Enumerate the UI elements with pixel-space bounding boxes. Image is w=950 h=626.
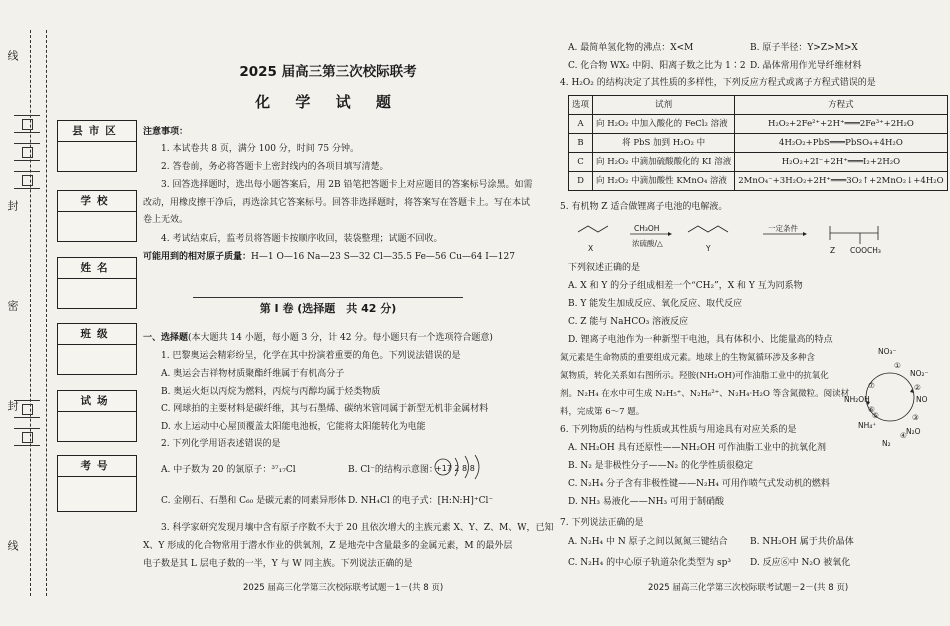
field-county[interactable]: 县市区: [57, 120, 137, 172]
q2-option-d: D. NH₄Cl 的电子式：[H:N:H]⁺Cl⁻: [348, 496, 494, 506]
q2-option-a: A. 中子数为 20 的氯原子：³⁷₁₇Cl: [161, 465, 296, 475]
section-title: 第 Ⅰ 卷 (选择题 共 42 分): [259, 302, 397, 315]
table-row: B 将 PbS 加到 H₂O₂ 中 4H₂O₂+PbS═══PbSO₄+4H₂O: [569, 134, 948, 153]
table-header-row: 选项 试剂 方程式: [569, 96, 948, 115]
seal-word-5: 线: [6, 540, 19, 551]
q2-option-b: B. Cl⁻的结构示意图：: [348, 465, 438, 475]
table-row: A 向 H₂O₂ 中加入酸化的 FeCl₂ 溶液 H₂O₂+2Fe²⁺+2H⁺═══2Fe³⁺+2H₂O: [569, 115, 948, 134]
q3-option-d: D. 晶体常用作光导纤维材料: [750, 61, 862, 71]
binding-strip: [0, 0, 140, 626]
field-exam-number[interactable]: 考号: [57, 455, 137, 512]
passage-line-4: 料，完成第 6～7 题。: [560, 407, 645, 417]
q5-option-b: B. Y 能发生加成反应、氧化反应、取代反应: [568, 299, 743, 309]
passage-line-1: 氮元素是生命物质的重要组成元素。地球上的生物氮循环涉及多种含: [560, 353, 816, 363]
seal-line-right: [46, 30, 47, 596]
atomic-masses: 可能用到的相对原子质量：H—1 O—16 Na—23 S—32 Cl—35.5 Fe—56 Cu—64 I—127: [143, 252, 515, 262]
seal-word-3: 密: [6, 300, 19, 311]
seal-word-2: 封: [6, 200, 19, 211]
exam-subject: 化 学 试 题: [255, 93, 401, 111]
cl-ion-structure: +17 2 8 8: [435, 456, 475, 469]
passage-line-2: 氮物质，转化关系如右图所示。羟胺(NH₂OH)可作油脂工业中的抗氧化: [560, 371, 829, 381]
page-2-footer: 2025 届高三化学第三次校际联考试题－2－(共 8 页): [648, 583, 849, 593]
table-row: D 向 H₂O₂ 中滴加酸性 KMnO₄ 溶液 2MnO₄⁻+3H₂O₂+2H⁺═══3O₂↑+2MnO₂↓+4H₂O: [569, 172, 948, 191]
question-5: 5. 有机物 Z 适合做锂离子电池的电解液。: [560, 202, 728, 212]
q6-option-d: D. NH₃ 易液化——NH₃ 可用于制硝酸: [568, 497, 725, 507]
q2-option-c: C. 金刚石、石墨和 C₆₀ 是碳元素的同素异形体: [161, 496, 347, 506]
question-4: 4. H₂O₂ 的结构决定了其性质的多样性，下列反应方程式或离子方程式错误的是: [560, 78, 876, 88]
notice-1: 1. 本试卷共 8 页，满分 100 分，时间 75 分钟。: [161, 144, 359, 154]
question-3-line3: 电子数是其 L 层电子数的一半，Y 与 W 同主族。下列说法正确的是: [143, 559, 413, 569]
notice-3a: 3. 回答选择题时，选出每小题答案后，用 2B 铅笔把答题卡上对应题目的答案标号涂黑。如需: [161, 180, 533, 190]
seal-word-4: 封: [6, 400, 19, 411]
q7-option-a: A. N₂H₄ 中 N 原子之间以氮氮三键结合: [568, 537, 728, 547]
page-1: [143, 0, 554, 626]
alignment-marks-bottom: [14, 400, 40, 456]
notice-3c: 卷上无效。: [143, 215, 189, 225]
q6-option-b: B. N₂ 是非极性分子——N₂ 的化学性质很稳定: [568, 461, 754, 471]
q1-option-a: A. 奥运会吉祥物材质聚酯纤维属于有机高分子: [161, 369, 345, 379]
part1-heading: 一、选择题(本大题共 14 小题，每小题 3 分，计 42 分。每小题只有一个选项符合题意): [143, 333, 493, 343]
passage-line-3: 剂。N₂H₄ 在水中可生成 N₂H₅⁺、N₂H₆²⁺、N₂H₄·H₂O 等含氮微粒。阅读材: [560, 389, 850, 399]
field-class[interactable]: 班级: [57, 323, 137, 375]
alignment-marks-top: [14, 115, 40, 199]
q5-option-d: D. 锂离子电池作为一种新型干电池，具有体积小、比能量高的特点: [568, 335, 833, 345]
question-2: 2. 下列化学用语表述错误的是: [161, 439, 281, 449]
table-row: C 向 H₂O₂ 中滴加硫酸酸化的 KI 溶液 H₂O₂+2I⁻+2H⁺═══I₂+2H₂O: [569, 153, 948, 172]
q7-option-b: B. NH₂OH 属于共价晶体: [750, 537, 854, 547]
notice-3b: 改动，用橡皮擦干净后，再选涂其它答案标号。回答非选择题时，将答案写在答题卡上。写在本试: [143, 198, 531, 208]
exam-title: 2025 届高三第三次校际联考: [239, 64, 417, 80]
q3-option-c: C. 化合物 WX₂ 中阴、阳离子数之比为 1∶2: [568, 61, 746, 71]
question-3-line2: X、Y 形成的化合物常用于潜水作业的供氧剂，Z 是地壳中含量最多的金属元素，M 的最外层: [143, 541, 513, 551]
q1-option-d: D. 水上运动中心屋顶覆盖太阳能电池板，它能将太阳能转化为电能: [161, 422, 426, 432]
notice-title: 注意事项：: [143, 127, 189, 137]
field-name[interactable]: 姓名: [57, 257, 137, 309]
q6-option-c: C. N₂H₄ 分子含有非极性键——N₂H₄ 可用作喷气式发动机的燃料: [568, 479, 830, 489]
notice-4: 4. 考试结束后，监考员将答题卡按顺序收回，装袋整理；试题不回收。: [161, 234, 443, 244]
notice-2: 2. 答卷前，务必将答题卡上密封线内的各项目填写清楚。: [161, 162, 389, 172]
field-school[interactable]: 学校: [57, 190, 137, 242]
q1-option-c: C. 网球拍的主要材料是碳纤维，其与石墨烯、碳纳米管同属于新型无机非金属材料: [161, 404, 489, 414]
seal-word-1: 线: [6, 50, 19, 61]
q5-option-a: A. X 和 Y 的分子组成相差一个“CH₂”，X 和 Y 互为同系物: [568, 281, 803, 291]
q3-option-b: B. 原子半径：Y>Z>M>X: [750, 43, 858, 53]
q5-reaction-scheme: X CH₃OH 浓硫酸/△ Y 一定条件 Z COOCH₃: [568, 222, 918, 258]
question-3-line1: 3. 科学家研究发现月壤中含有原子序数不大于 20 且依次增大的主族元素 X、Y、Z、M、W，已知: [161, 523, 554, 533]
question-1: 1. 巴黎奥运会精彩纷呈，化学在其中扮演着重要的角色。下列说法错误的是: [161, 351, 461, 361]
q4-table: [568, 95, 948, 191]
field-exam-room[interactable]: 试场: [57, 390, 137, 442]
q6-option-a: A. NH₂OH 具有还原性——NH₂OH 可作油脂工业中的抗氧化剂: [568, 443, 827, 453]
page-2: [560, 0, 944, 626]
q5-option-c: C. Z 能与 NaHCO₃ 溶液反应: [568, 317, 689, 327]
q7-option-d: D. 反应⑥中 N₂O 被氧化: [750, 558, 851, 568]
q5-prompt: 下列叙述正确的是: [568, 263, 641, 273]
page-1-footer: 2025 届高三化学第三次校际联考试题－1－(共 8 页): [243, 583, 444, 593]
q7-option-c: C. N₂H₄ 的中心原子轨道杂化类型为 sp³: [568, 558, 731, 568]
question-7: 7. 下列说法正确的是: [560, 518, 644, 528]
q1-option-b: B. 奥运火炬以丙烷为燃料，丙烷与丙醇均属于烃类物质: [161, 387, 381, 397]
q3-option-a: A. 最简单氢化物的沸点：X<M: [568, 43, 694, 53]
question-6: 6. 下列物质的结构与性质或其性质与用途具有对应关系的是: [560, 425, 797, 435]
nitrogen-cycle-diagram: NO₃⁻ NO₂⁻ NO N₂O N₂ NH₄⁺ NH₂OH ① ② ③ ④ ⑤ ⑥ ⑦: [844, 347, 929, 448]
